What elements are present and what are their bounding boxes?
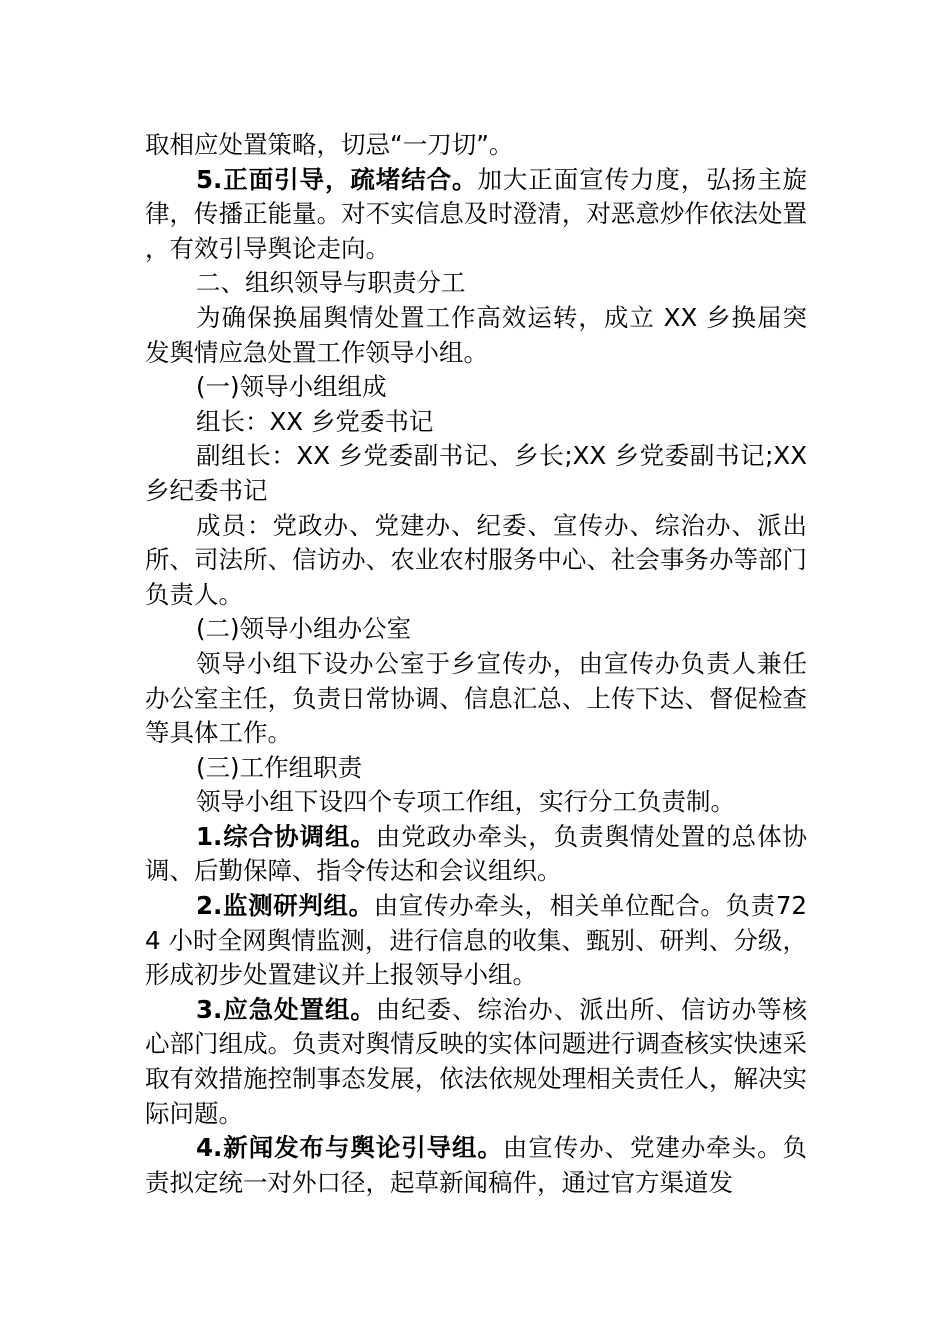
paragraph-work-groups-intro-text: 领导小组下设四个专项工作组，实行分工负责制。 (196, 787, 735, 817)
paragraph-establish-group-text: 为确保换届舆情处置工作高效运转，成立 XX 乡换届突发舆情应急处置工作领导小组。 (145, 302, 807, 367)
paragraph-members-text: 成员：党政办、党建办、纪委、宣传办、综治办、派出所、司法所、信访办、农业农村服务中心、社会事务办等部门负责人。 (145, 510, 807, 609)
paragraph-emergency-group (145, 993, 807, 1131)
paragraph-monitoring-group (145, 889, 807, 993)
subheading-group-composition-text: (一)领导小组组成 (196, 372, 387, 402)
news-group-heading: 4.新闻发布与舆论引导组。 (196, 1133, 503, 1163)
monitoring-group-text: 由宣传办牵头，相关单位配合。负责724 小时全网舆情监测，进行信息的收集、甄别、研判、分级，形成初步处置建议并上报领导小组。 (145, 891, 807, 990)
coordination-group-text: 由党政办牵头，负责舆情处置的总体协调、后勤保障、指令传达和会议组织。 (145, 821, 808, 886)
paragraph-work-groups-intro (145, 785, 807, 820)
paragraph-news-group (145, 1131, 807, 1200)
subheading-group-composition (145, 370, 807, 405)
emergency-group-text: 由纪委、综治办、派出所、信访办等核心部门组成。负责对舆情反映的实体问题进行调查核实快速采取有效措施控制事态发展，依法依规处理相关责任人，解决实际问题。 (145, 994, 808, 1128)
paragraph-1 (145, 128, 807, 163)
paragraph-establish-group (145, 301, 807, 370)
paragraph-leader-text: 组长：XX 乡党委书记 (196, 406, 434, 436)
paragraph-coordination-group (145, 820, 807, 889)
news-group-text: 由宣传办、党建办牵头。负责拟定统一对外口径，起草新闻稿件，通过官方渠道发 (145, 1133, 808, 1197)
subheading-work-groups-text: (三)工作组职责 (196, 752, 363, 782)
emergency-group-heading: 3.应急处置组。 (196, 994, 376, 1024)
paragraph-office (145, 647, 807, 751)
paragraph-members (145, 509, 807, 613)
monitoring-group-heading: 2.监测研判组。 (196, 891, 374, 921)
document-body (145, 128, 807, 1200)
section-heading-organization (145, 266, 807, 301)
paragraph-deputy-leaders-text: 副组长：XX 乡党委副书记、乡长;XX 乡党委副书记;XX 乡纪委书记 (145, 441, 807, 505)
paragraph-office-text: 领导小组下设办公室于乡宣传办，由宣传办负责人兼任办公室主任，负责日常协调、信息汇总、上传下达、督促检查等具体工作。 (145, 648, 807, 748)
section-heading-organization-text: 二、组织领导与职责分工 (196, 268, 466, 298)
paragraph-2-heading: 5.正面引导，疏堵结合。 (196, 164, 478, 194)
paragraph-2-text: 加大正面宣传力度，弘扬主旋律，传播正能量。对不实信息及时澄清，对恶意炒作依法处置，有效引导舆论走向。 (145, 164, 807, 263)
coordination-group-heading: 1.综合协调组。 (196, 821, 376, 851)
subheading-office (145, 612, 807, 647)
paragraph-leader (145, 405, 807, 440)
paragraph-1-text: 取相应处置策略，切忌“一刀切”。 (145, 130, 514, 159)
paragraph-deputy-leaders (145, 439, 807, 508)
subheading-work-groups (145, 751, 807, 786)
subheading-office-text: (二)领导小组办公室 (196, 614, 412, 644)
paragraph-2 (145, 163, 807, 267)
